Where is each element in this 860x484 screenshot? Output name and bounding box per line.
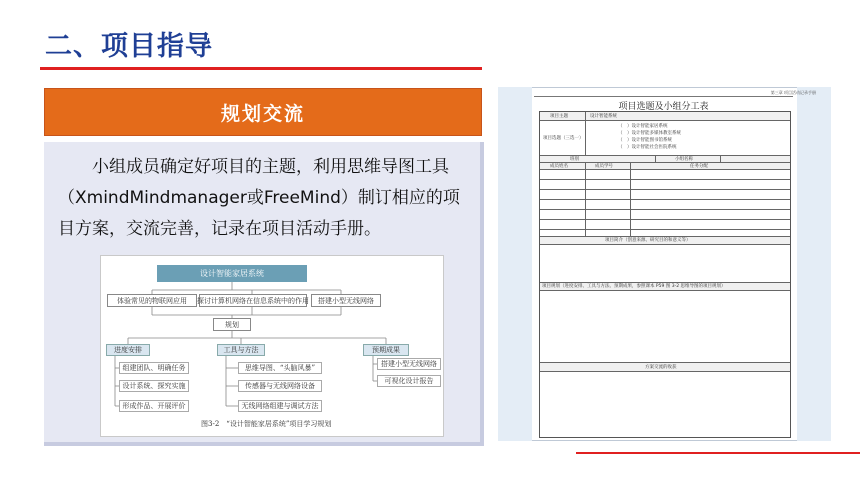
table-hline (540, 169, 790, 170)
table-hline (540, 290, 790, 291)
mindmap-group-title: 工具与方法 (217, 344, 265, 356)
document-header: 第三章 项目活动记录手册 (770, 90, 816, 95)
table-vline (585, 162, 586, 236)
table-vline (655, 155, 656, 162)
table-hline (540, 179, 790, 180)
column-header: 任务分配 (690, 164, 708, 169)
table-hline (540, 229, 790, 230)
section-banner-label: 规划交流 (220, 102, 305, 125)
theme-label: 项目主题 (550, 114, 568, 119)
mindmap-leaf-node: 无线网络组建与调试方法 (238, 400, 322, 412)
section-banner (44, 88, 482, 136)
mindmap-leaf-node: 传感器与无线网络设备 (238, 380, 322, 392)
assignment-table (539, 111, 791, 438)
mindmap-center-node: 规划 (213, 318, 251, 331)
page-title: 二、项目指导 (45, 31, 213, 62)
plan-label: 项目规划（进度安排、工具与方法、预期成果，参照课本 P59 图 3-2 思维导图的项目规划） (542, 284, 726, 289)
table-hline (540, 199, 790, 200)
table-hline (540, 362, 790, 363)
mindmap-group-title: 进度安排 (106, 344, 150, 356)
mindmap-level1-node: 体验常见的物联网应用 (107, 294, 197, 307)
table-vline (720, 155, 721, 162)
topic-option: （ ）设计智能图书馆系统 (618, 138, 672, 143)
document-margin-left (498, 87, 532, 441)
column-header: 成员姓名 (550, 164, 568, 169)
table-hline (540, 371, 790, 372)
theme-value: 设计智能系统 (590, 114, 617, 119)
title-underline (40, 67, 482, 70)
topic-option: （ ）设计智能社会医院系统 (618, 145, 677, 150)
table-hline (540, 189, 790, 190)
intro-label: 项目简介（创意来源、研究目的和意义等） (605, 238, 691, 243)
mindmap-group-title: 预期成果 (363, 344, 409, 356)
mindmap-leaf-node: 形成作品、开展评价 (119, 400, 189, 412)
summary-label: 方案交流的收获 (645, 365, 677, 370)
group-label: 班别 (570, 157, 579, 162)
mindmap-leaf-node: 思维导图、“头脑风暴” (238, 362, 322, 374)
table-hline (540, 209, 790, 210)
topic-label: 项目选题（三选一） (543, 136, 584, 141)
mindmap-leaf-node: 设计系统、探究实施 (119, 380, 189, 392)
table-hline (540, 162, 790, 163)
table-hline (540, 244, 790, 245)
mindmap-leaf-node: 组建团队、明确任务 (119, 362, 189, 374)
topic-option: （ ）设计智能家居系统 (618, 124, 668, 129)
content-paragraph: 小组成员确定好项目的主题，利用思维导图工具（XmindMindmanager或FreeMind）制订相应的项目方案，交流完善，记录在项目活动手册。 (58, 157, 460, 239)
topic-option: （ ）设计智能多媒体教室系统 (618, 131, 681, 136)
mindmap-caption: 图3-2 “设计智能家居系统”项目学习规划 (201, 420, 332, 428)
mindmap-level1-node: 探讨计算机网络在信息系统中的作用 (199, 294, 307, 307)
column-header: 成员学号 (595, 164, 613, 169)
document-title: 项目选题及小组分工表 (618, 102, 709, 112)
table-hline (540, 219, 790, 220)
mindmap-figure (100, 255, 444, 437)
document-header-rule (534, 96, 793, 97)
mindmap-level1-node: 搭建小型无线网络 (311, 294, 381, 307)
mindmap-leaf-node: 搭建小型无线网络 (377, 358, 441, 370)
table-hline (540, 120, 790, 121)
table-vline (585, 112, 586, 155)
mindmap-leaf-node: 可视化设计报告 (377, 375, 441, 387)
bottom-divider (576, 452, 860, 454)
table-vline (630, 162, 631, 236)
group-name-label: 小组名称 (675, 157, 693, 162)
mindmap-root-node: 设计智能家居系统 (157, 265, 307, 282)
table-row-bg (540, 112, 790, 120)
document-margin-right (797, 87, 831, 441)
